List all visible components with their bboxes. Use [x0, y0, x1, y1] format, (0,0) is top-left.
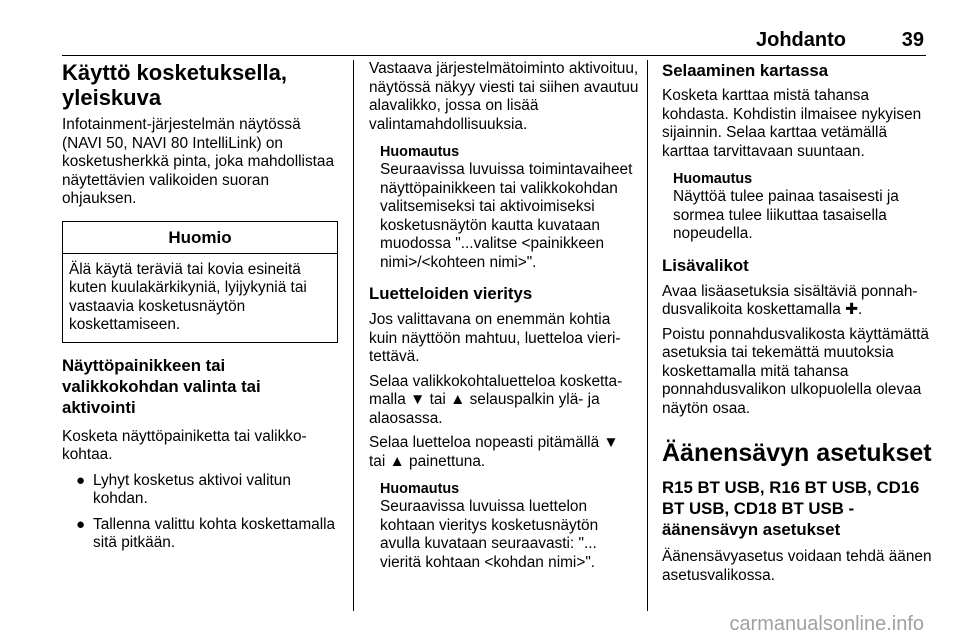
column-2 — [369, 60, 639, 572]
touch-intro: Infotainment-järjestelmän näytössä (NAVI 50, NAVI 80 IntelliLink) on kosketusherkkä pinta, joka mahdollistaa näytettävien valikoiden suoran ohjauksen. — [62, 116, 335, 207]
section-title-select: Näyttöpainikkeen tai valikkokohdan valinta tai aktivointi — [62, 355, 261, 417]
note-2 — [380, 480, 639, 572]
bullet-icon: ● — [76, 471, 86, 489]
section-title-scroll: Luetteloiden vieritys — [369, 284, 533, 303]
note-text: Seuraavissa luvuissa toimintavaiheet näyttöpainikkeen tai valikkokohdan valitsemiseksi tai aktivoimiseksi kosketusnäytön kautta kuvataan muodossa "...valitse <painikkeen nimi>/<kohteen nimi>". — [380, 161, 633, 271]
warning-box — [62, 221, 338, 343]
extra-menus-text: Avaa lisäasetuksia sisältäviä ponnahdusvalikoita koskettamalla ✚. — [662, 282, 918, 318]
tone-text: Äänensävyasetus voidaan tehdä äänen asetusvalikossa. — [662, 548, 932, 584]
header-rule — [62, 55, 926, 56]
watermark: carmanualsonline.info — [729, 613, 924, 635]
section-title-tone: R15 BT USB, R16 BT USB, CD16 BT USB, CD18 BT USB - äänensävyn asetukset — [662, 478, 920, 539]
section-title-map: Selaaminen kartassa — [662, 61, 829, 80]
column-divider-1 — [353, 60, 354, 611]
note-title: Huomautus — [673, 171, 753, 187]
column-divider-2 — [647, 60, 648, 611]
list-item — [76, 516, 344, 553]
column-3 — [662, 60, 932, 585]
warning-text: Älä käytä teräviä tai kovia esineitä kuten kuulakärkikyniä, lyijykyniä tai vastaavia kosketusnäytön koskettamiseen. — [69, 260, 307, 333]
scroll-text-2: Selaa valikkokohtaluetteloa koskettamalla ▼ tai ▲ selauspalkin ylä- ja alaosassa. — [369, 372, 623, 427]
note-text: Seuraavissa luvuissa luettelon kohtaan vieritys kosketusnäytön avulla kuvataan seuraavasti: "... vieritä kohtaan <kohdan nimi>". — [380, 498, 599, 571]
list-item-text: Lyhyt kosketus aktivoi valitun kohdan. — [93, 471, 291, 507]
note-title: Huomautus — [380, 144, 460, 160]
select-text: Kosketa näyttöpainiketta tai valikkokohtaa. — [62, 427, 307, 463]
column-1 — [62, 60, 344, 553]
note-title: Huomautus — [380, 481, 460, 497]
scroll-text-3: Selaa luetteloa nopeasti pitämällä ▼ tai ▲ painettuna. — [369, 434, 619, 470]
bullet-icon: ● — [76, 515, 86, 533]
list-item — [76, 472, 344, 509]
scroll-text-1: Jos valittavana on enemmän kohtia kuin näyttöön mahtuu, luetteloa vieritettävä. — [369, 311, 621, 365]
activation-text: Vastaava järjestelmätoiminto aktivoituu, näytössä näkyy viesti tai siihen avautuu alavalikko, jossa on lisää valintamahdollisuuksia. — [369, 60, 639, 133]
chapter-title: Johdanto — [756, 29, 846, 51]
extra-menus-text-2: Poistu ponnahdusvalikosta käyttämättä asetuksia tai tekemättä muutoksia koskettamalla mitä tahansa ponnahdusvalikon ulkopuolella olevaa näytön osaa. — [662, 325, 929, 417]
section-title-touch: Käyttö kosketuksella, yleiskuva — [62, 60, 287, 110]
note-1 — [380, 143, 639, 272]
map-text: Kosketa karttaa mistä tahansa kohdasta. Kohdistin ilmaisee nykyisen sijainnin. Selaa karttaa vetämällä karttaa tarvittavaan suuntaan. — [662, 87, 922, 160]
warning-title: Huomio — [63, 222, 337, 254]
list-item-text: Tallenna valittu kohta koskettamalla sitä pitkään. — [93, 515, 336, 551]
note-text: Näyttöä tulee painaa tasaisesti ja sormea tulee liikuttaa tasaisella nopeudella. — [673, 188, 899, 242]
note-3 — [673, 170, 932, 244]
chapter-heading-tone: Äänensävyn asetukset — [662, 439, 932, 467]
page-number: 39 — [901, 29, 924, 51]
section-title-extra-menus: Lisävalikot — [662, 255, 749, 275]
